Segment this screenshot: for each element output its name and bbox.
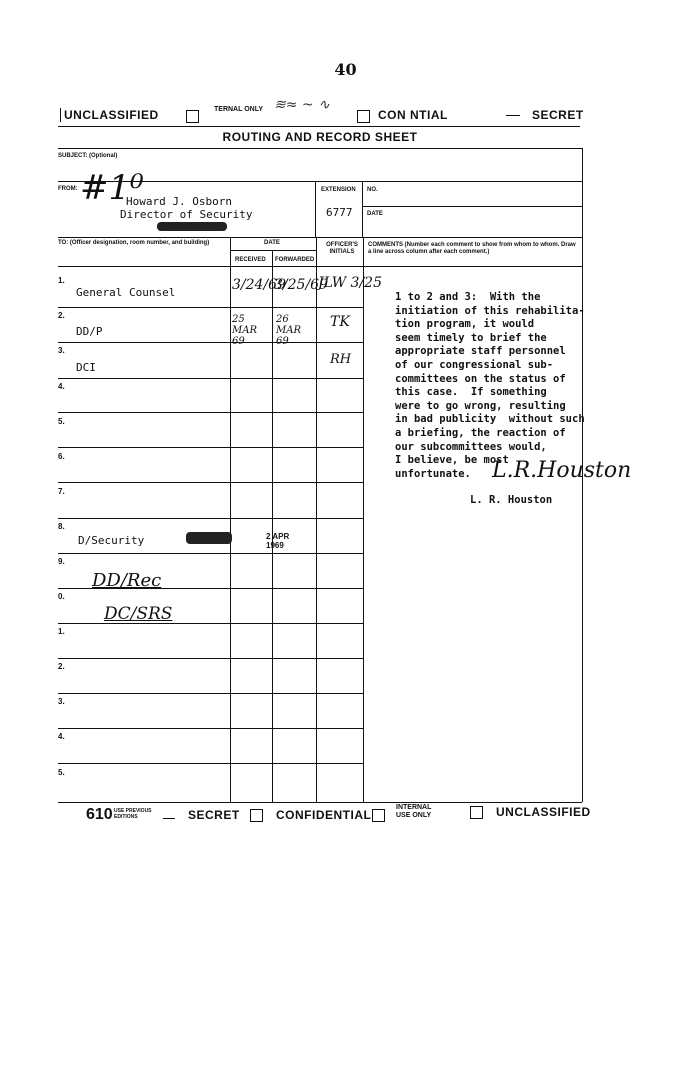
rule-bottom [58,802,582,803]
comment-text: 1 to 2 and 3: With the initiation of this rehabilita- tion program, it would seem timely to brief the appropriate staff personnel of our congressional sub- committees on the status of this case. If something were to go wrong, resulting in bad publicity without such a briefing, the reaction of our subcommittees would, I believe, be most unfortunate. [395,291,585,480]
row-received-date: 25 MAR 69 [232,314,257,347]
rule-header [58,266,582,267]
internal-checkbox-bottom[interactable] [372,809,385,822]
date-label: DATE [367,211,383,217]
received-label: RECEIVED [235,257,266,263]
from-label: FROM: [58,186,78,192]
row-number: 1. [58,627,65,636]
rule-row [58,518,363,519]
rule-no [362,206,582,207]
row-number: 3. [58,346,65,355]
row-number: 0. [58,592,65,601]
row-number: 2. [58,662,65,671]
row-number: 1. [58,276,65,285]
top-left-tick [60,108,61,122]
officers-initials-label: OFFICER'S INITIALS [326,242,358,255]
confidential-checkbox-bottom[interactable] [250,809,263,822]
bottom-classification-confidential: CONFIDENTIAL [276,808,372,822]
extension-value: 6777 [326,206,353,219]
row-recipient: DD/P [76,325,103,338]
rule-from [58,237,582,238]
row-number: 8. [58,522,65,531]
rule-title [58,148,582,149]
rule-col-comments [363,237,364,802]
extension-label: EXTENSION [321,187,356,193]
row-received-date: 3/24/69 [232,277,286,293]
row-number: 5. [58,417,65,426]
row-recipient: DCI [76,361,96,374]
row-number: 5. [58,768,65,777]
to-label: TO: (Officer designation, room number, and building) [58,240,210,246]
row-number: 4. [58,382,65,391]
row-recipient: D/Security [78,534,145,547]
rule-row [58,482,363,483]
signature: L.R.Houston [492,458,632,483]
from-name: Howard J. Osborn [126,195,232,208]
rule-row [58,447,363,448]
rule-date-split [230,250,316,251]
rule-row [58,728,363,729]
row-number: 3. [58,697,65,706]
comments-label: COMMENTS (Number each comment to show from whom to whom. Draw a line across column after each comment.) [368,242,576,255]
rule-row [58,378,363,379]
previous-editions-label: USE PREVIOUS EDITIONS [114,808,152,820]
rule-col-initials [316,237,317,802]
row-recipient: DD/Rec [92,570,162,591]
no-label: NO. [367,187,378,193]
handwritten-marking: ≋≈ ~ ∿ [274,97,330,113]
row-initials: JLW 3/25 [318,275,382,291]
page-number: 40 [334,60,357,79]
rule-row [58,342,363,343]
handwritten-initials: #1⁰ [80,168,144,208]
redaction-mark [186,532,232,544]
from-title: Director of Security [120,208,253,221]
form-number: 610 [86,806,113,823]
signer-name: L. R. Houston [470,494,553,506]
row-forwarded-date: 3/25/69 [274,277,328,293]
bottom-classification-unclassified: UNCLASSIFIED [496,805,591,819]
rule-row [58,307,363,308]
rule-top [58,126,580,127]
bottom-classification-internal: INTERNAL USE ONLY [396,804,432,819]
row-forwarded-date: 26 MAR 69 [276,314,301,347]
rule-row [58,658,363,659]
row-number: 9. [58,557,65,566]
row-number: 2. [58,311,65,320]
date-header: DATE [264,240,280,246]
row-number: 4. [58,732,65,741]
confidential-checkbox[interactable] [357,110,370,123]
unclassified-checkbox[interactable] [186,110,199,123]
rule-row [58,763,363,764]
top-classification-unclassified: UNCLASSIFIED [64,108,159,122]
row-recipient: DC/SRS [104,604,173,624]
row-initials: TK [330,314,350,330]
form-title: ROUTING AND RECORD SHEET [222,130,418,144]
top-classification-confidential: CON NTIAL [378,108,448,122]
secret-checkbox-bottom[interactable] [163,818,175,819]
bottom-classification-secret: SECRET [188,808,240,822]
row-number: 6. [58,452,65,461]
forwarded-label: FORWARDED [275,257,315,263]
rule-row [58,553,363,554]
top-classification-internal: TERNAL ONLY [214,106,264,113]
row-initials: RH [330,352,352,367]
row-forwarded-date: 2 APR 1969 [266,532,290,550]
rule-col-received [230,237,231,802]
rule-ext-right [362,181,363,237]
rule-col-forwarded [272,250,273,802]
rule-row [58,412,363,413]
subject-label: SUBJECT: (Optional) [58,153,118,159]
unclassified-checkbox-bottom[interactable] [470,806,483,819]
rule-ext-left [315,181,316,237]
row-number: 7. [58,487,65,496]
secret-checkbox[interactable] [506,115,520,116]
top-classification-secret: SECRET [532,108,584,122]
redaction-mark [157,222,227,231]
rule-row [58,693,363,694]
row-recipient: General Counsel [76,286,176,299]
